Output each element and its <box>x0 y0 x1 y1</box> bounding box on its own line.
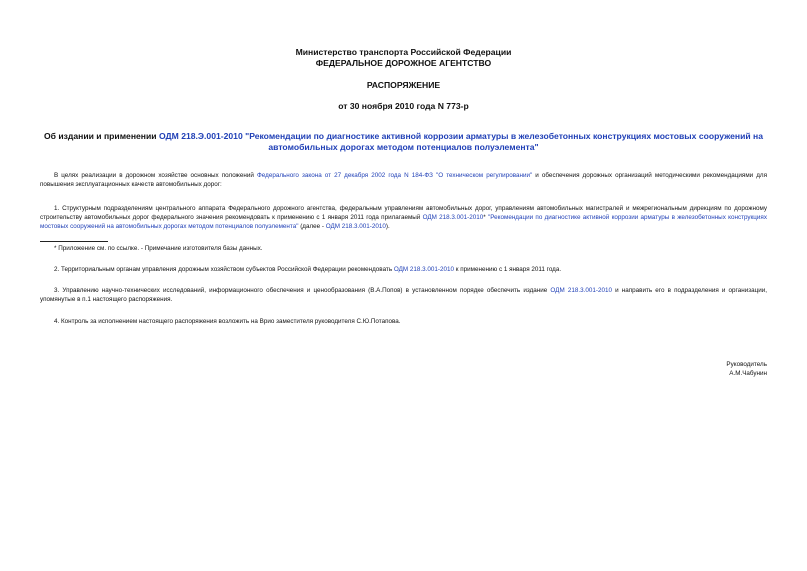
preamble-paragraph <box>40 172 767 190</box>
item-3-text-1: 3. Управлению научно-технических исследований, информационного обеспечения и ценообразования (В.А.Попов) в установленном порядке обеспечить издание <box>54 287 551 294</box>
document-date-number: от 30 ноября 2010 года N 773-р <box>338 101 469 111</box>
footnote-note: * Приложение см. по ссылке. - Примечание изготовителя базы данных. <box>54 245 263 252</box>
ministry-name: Министерство транспорта Российской Федерации <box>295 47 512 57</box>
item-3-text-2: и направить его в подразделения и организации, упомянутые в п.1 настоящего распоряжения. <box>40 287 767 303</box>
item-2-text-1: 2. Территориальным органам управления дорожным хозяйством субъектов Российской Федерации рекомендовать <box>54 266 394 273</box>
title-standard-link[interactable]: ОДМ 218.Э.001-2010 "Рекомендации по диагностике активной коррозии арматуры в железобетонных конструкциях мостовых сооружений на автомобильных дорогах методом потенциалов полуэлемента" <box>158 131 763 152</box>
footnote-divider <box>40 241 108 242</box>
item-2-paragraph <box>40 266 767 275</box>
item-1-title-link[interactable]: "Рекомендации по диагностике активной коррозии арматуры в железобетонных конструкциях мостовых сооружений на автомобильных дорогах методом потенциалов полуэлемента" <box>40 213 767 230</box>
item-1-text-3: (далее - <box>298 222 326 230</box>
item-1-standard-link[interactable]: ОДМ 218.3.001-2010 <box>422 213 484 221</box>
preamble-text-2: и обеспечения дорожных организаций методическими рекомендациями для повышения эксплуатационных качеств автомобильных дорог: <box>40 172 768 188</box>
document-type: РАСПОРЯЖЕНИЕ <box>366 80 441 90</box>
item-4-paragraph: 4. Контроль за исполнением настоящего распоряжения возложить на Врио заместителя руководителя С.Ю.Потапова. <box>54 318 401 325</box>
agency-name: ФЕДЕРАЛЬНОЕ ДОРОЖНОЕ АГЕНТСТВО <box>315 58 492 68</box>
item-1-text-1: 1. Структурным подразделениям центрального аппарата Федерального дорожного агентства, федеральным управлениям автомобильных дорог, управлениям автомобильных магистралей и межрегиональным дирекциям по дорожному строительству автомобильных дорог федерального значения рекомендовать к применению с 1 января 2011 года прилагаемый <box>40 205 767 221</box>
item-2-text-2: к применению с 1 января 2011 года. <box>454 266 562 273</box>
preamble-text-1: В целях реализации в дорожном хозяйстве основных положений <box>54 172 257 179</box>
item-1-text-4: ). <box>385 222 390 230</box>
signature-name: А.М.Чабунин <box>729 370 767 377</box>
item-2-standard-link[interactable]: ОДМ 218.3.001-2010 <box>393 266 454 273</box>
signature-role: Руководитель <box>726 361 767 368</box>
item-3-standard-link[interactable]: ОДМ 218.3.001-2010 <box>550 287 612 294</box>
item-1-abbrev-link[interactable]: ОДМ 218.3.001-2010 <box>325 222 386 230</box>
document-title <box>40 131 767 153</box>
item-3-paragraph <box>40 287 767 305</box>
item-1-text-2: * <box>483 213 489 221</box>
federal-law-link[interactable]: Федерального закона от 27 декабря 2002 года N 184-ФЗ "О техническом регулировании" <box>257 172 533 179</box>
title-prefix: Об издании и применении <box>43 131 159 141</box>
item-1-paragraph <box>40 205 767 232</box>
